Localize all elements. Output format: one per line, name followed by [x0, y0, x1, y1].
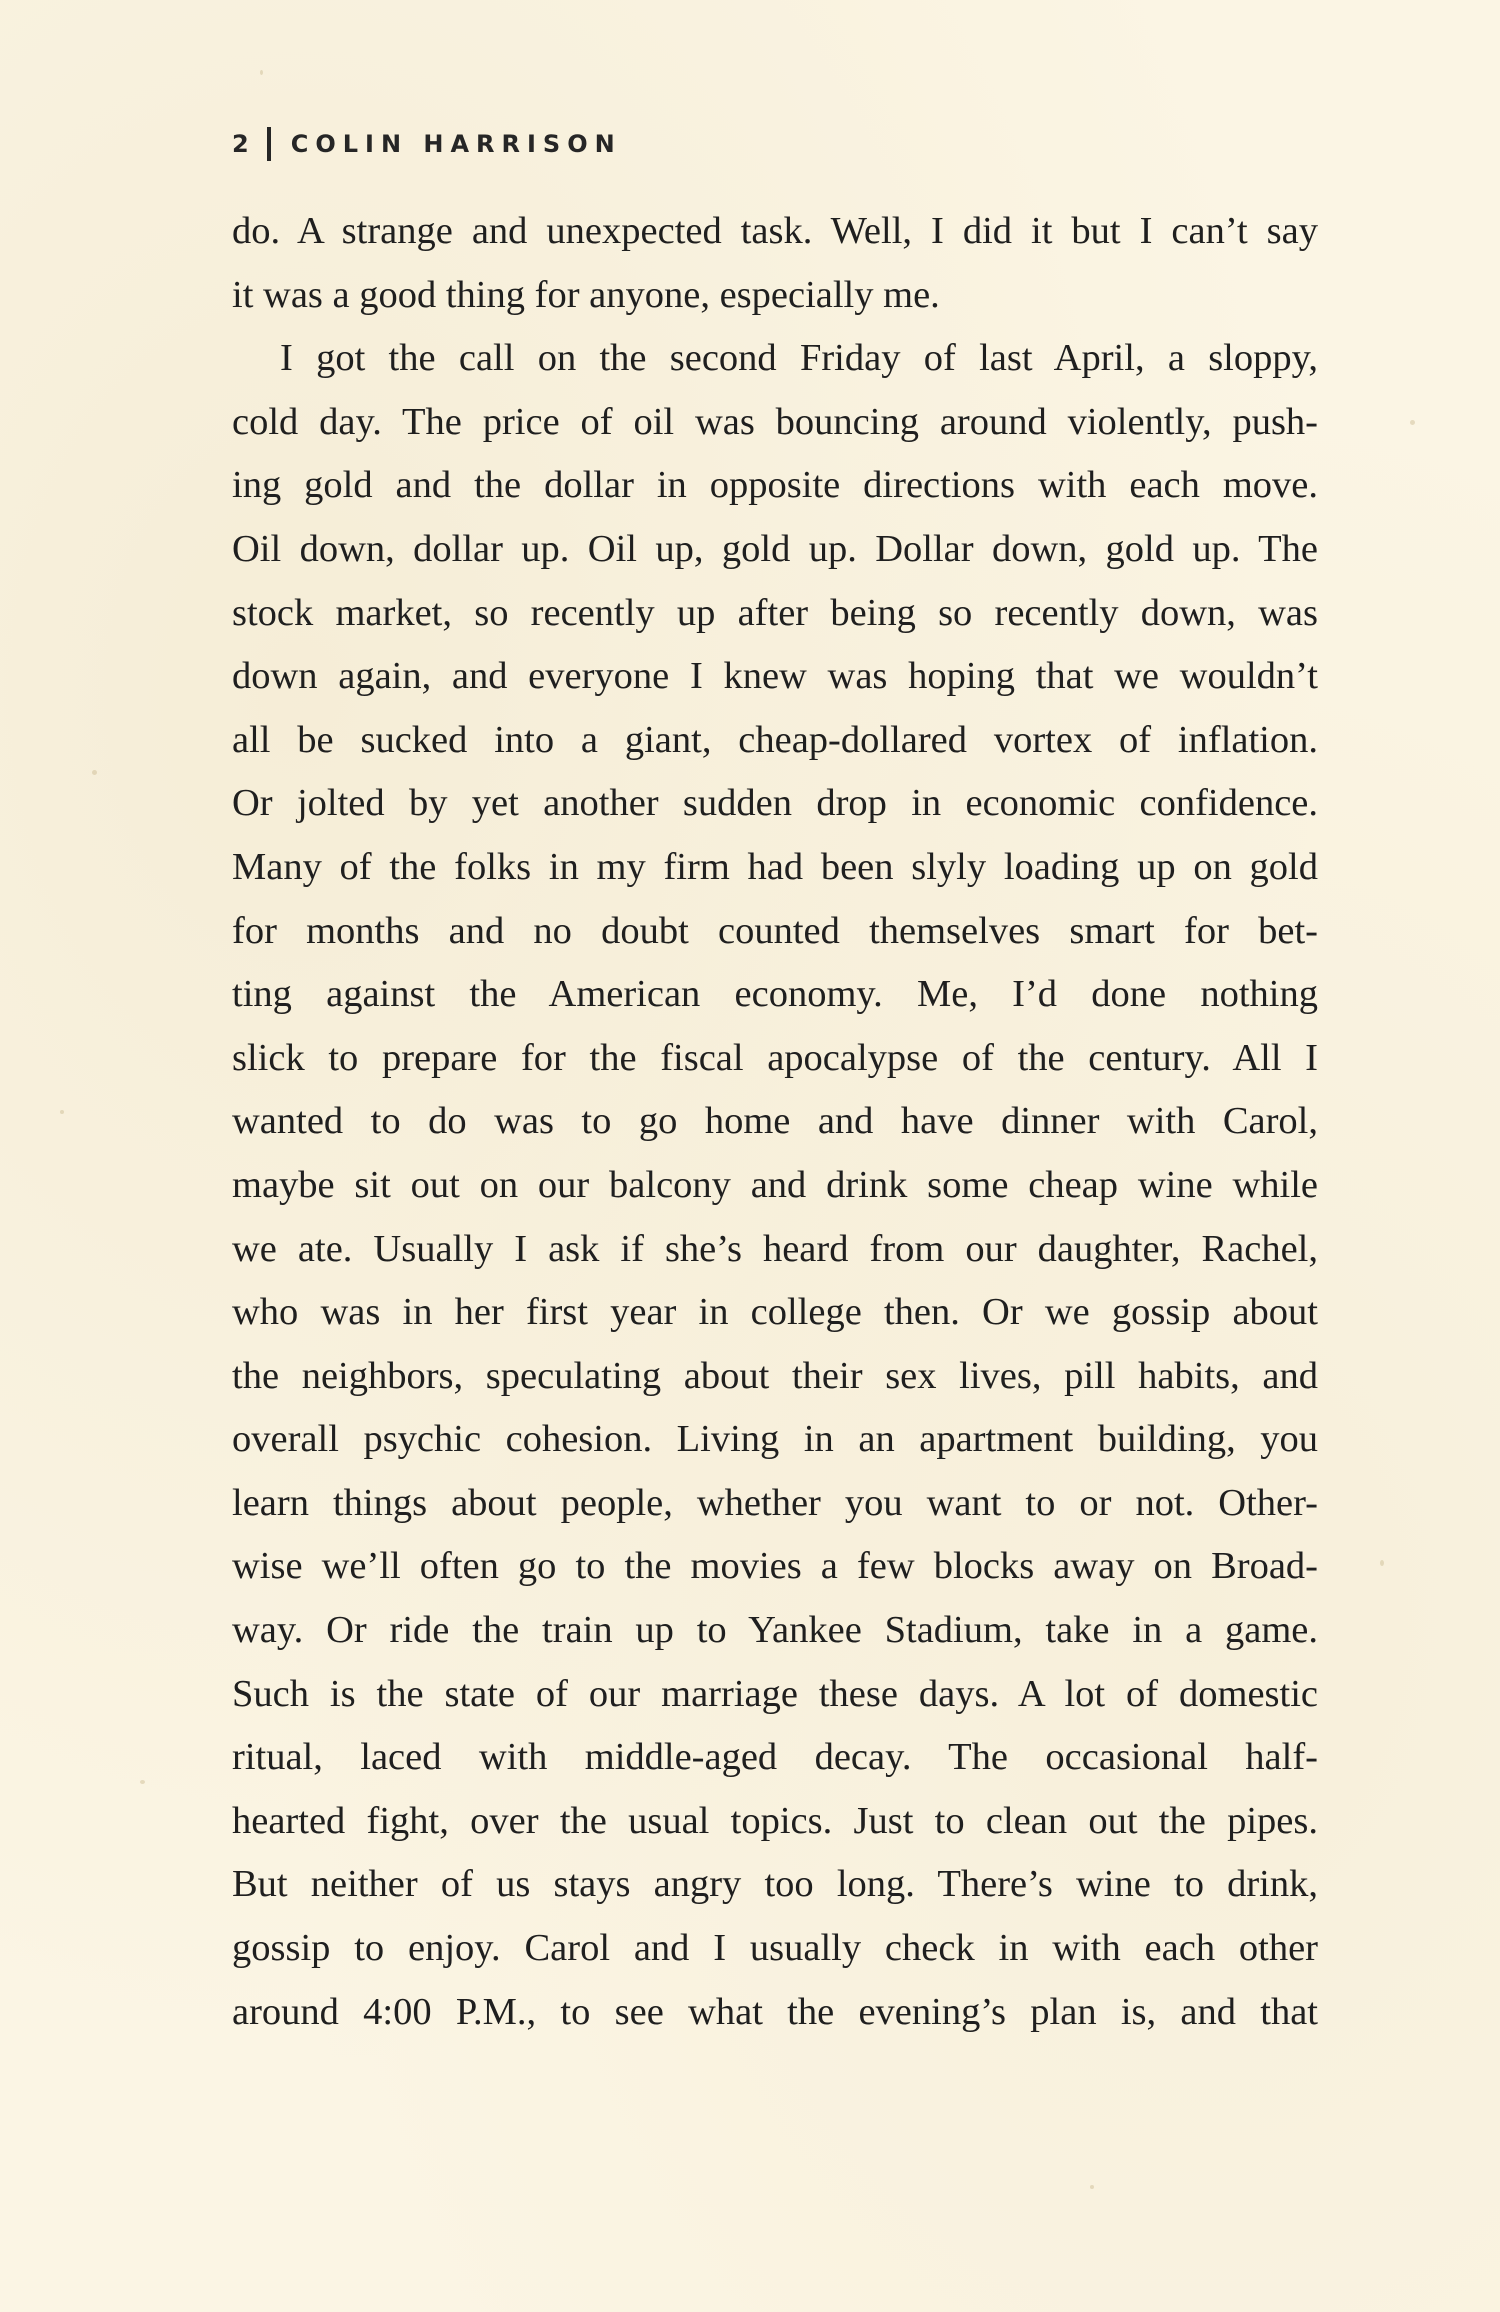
text-line: for months and no doubt counted themselves smart for bet-	[232, 909, 1318, 952]
running-head	[232, 124, 622, 164]
text-line: all be sucked into a giant, cheap-dollared vortex of inflation.	[232, 718, 1318, 761]
text-line: learn things about people, whether you want to or not. Other-	[232, 1481, 1318, 1524]
text-line: slick to prepare for the fiscal apocalypse of the century. All I	[232, 1036, 1318, 1079]
paper-speck	[260, 70, 263, 75]
text-line: overall psychic cohesion. Living in an apartment building, you	[232, 1418, 1318, 1461]
running-head-divider	[267, 127, 271, 161]
text-line: gossip to enjoy. Carol and I usually check in with each other	[232, 1927, 1318, 1970]
paper-speck	[92, 770, 97, 775]
paper-speck	[1380, 1560, 1384, 1566]
paper-speck	[1410, 420, 1415, 425]
text-line: wanted to do was to go home and have dinner with Carol,	[232, 1100, 1318, 1143]
text-line: who was in her first year in college then. Or we gossip about	[232, 1291, 1318, 1334]
text-line: ting against the American economy. Me, I’d done nothing	[232, 973, 1318, 1016]
text-line: hearted fight, over the usual topics. Just to clean out the pipes.	[232, 1799, 1318, 1842]
text-line: Or jolted by yet another sudden drop in economic confidence.	[232, 782, 1318, 825]
body-text	[232, 200, 1318, 2044]
author-name: COLIN HARRISON	[290, 130, 622, 158]
text-line: maybe sit out on our balcony and drink some cheap wine while	[232, 1163, 1318, 1206]
text-line: Such is the state of our marriage these days. A lot of domestic	[232, 1672, 1318, 1715]
text-line: down again, and everyone I knew was hoping that we wouldn’t	[232, 655, 1318, 698]
text-line: Oil down, dollar up. Oil up, gold up. Dollar down, gold up. The	[232, 527, 1318, 570]
text-line: But neither of us stays angry too long. There’s wine to drink,	[232, 1863, 1318, 1906]
text-line: the neighbors, speculating about their sex lives, pill habits, and	[232, 1354, 1318, 1397]
paper-speck	[1090, 2185, 1094, 2189]
text-line: I got the call on the second Friday of last April, a sloppy,	[280, 337, 1318, 380]
text-line: we ate. Usually I ask if she’s heard from our daughter, Rachel,	[232, 1227, 1318, 1270]
text-line: around 4:00 P.M., to see what the evening’s plan is, and that	[232, 1990, 1318, 2033]
text-line: way. Or ride the train up to Yankee Stadium, take in a game.	[232, 1609, 1318, 1652]
paper-speck	[60, 1110, 64, 1114]
paper-speck	[140, 1780, 145, 1784]
text-line: ritual, laced with middle-aged decay. The occasional half-	[232, 1736, 1318, 1779]
text-line: it was a good thing for anyone, especially me.	[232, 273, 940, 316]
text-line: wise we’ll often go to the movies a few blocks away on Broad-	[232, 1545, 1318, 1588]
page-number: 2	[232, 130, 249, 158]
text-line: Many of the folks in my firm had been slyly loading up on gold	[232, 845, 1318, 888]
text-line: do. A strange and unexpected task. Well, I did it but I can’t say	[232, 210, 1318, 252]
text-line: cold day. The price of oil was bouncing around violently, push-	[232, 400, 1318, 443]
text-line: stock market, so recently up after being so recently down, was	[232, 591, 1318, 634]
text-line: ing gold and the dollar in opposite directions with each move.	[232, 464, 1318, 507]
